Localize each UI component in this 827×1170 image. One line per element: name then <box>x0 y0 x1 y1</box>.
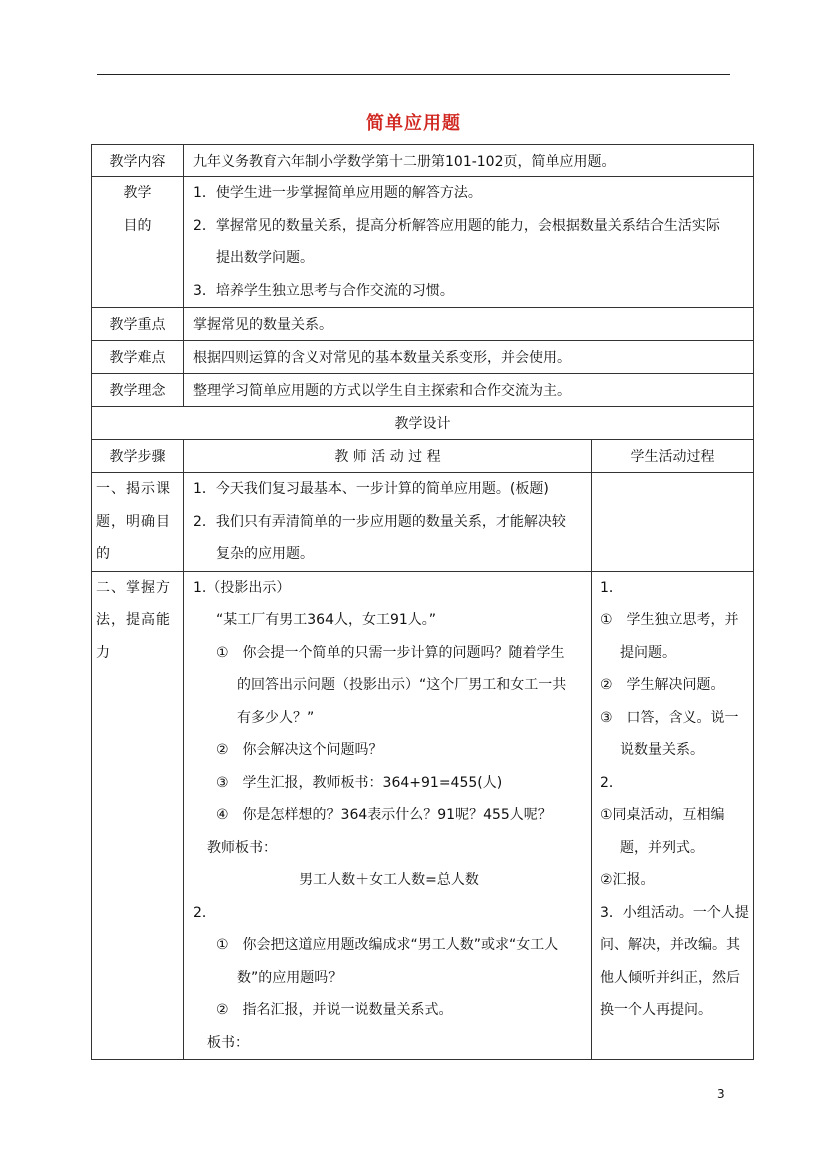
teacher-line: 1．今天我们复习最基本、一步计算的简单应用题。(板题) <box>193 481 549 497</box>
row-column-headers <box>92 440 754 473</box>
page-title: 简单应用题 <box>366 113 461 134</box>
student-line: 1． <box>600 579 623 596</box>
column-header-step: 教学步骤 <box>92 440 184 473</box>
page-number: 3 <box>717 1087 725 1101</box>
row-concept <box>92 374 754 407</box>
concept-label: 教学理念 <box>92 374 184 407</box>
step1-teacher <box>184 473 592 572</box>
teacher-line: 2． <box>193 904 216 921</box>
difficulty-value: 根据四则运算的含义对常见的基本数量关系变形，并会使用。 <box>184 341 754 374</box>
row-step1 <box>92 473 754 572</box>
teacher-line: 板书： <box>207 1034 249 1051</box>
student-line: 2． <box>600 774 623 791</box>
step2-line: 力 <box>96 644 111 661</box>
row-design-header <box>92 407 754 440</box>
student-line: ②汇报。 <box>600 872 655 888</box>
step2-teacher <box>184 571 592 1060</box>
student-line: 3．小组活动。一个人提 <box>600 904 749 921</box>
goal-item: 2．掌握常见的数量关系，提高分析解答应用题的能力，会根据数量关系结合生活实际 <box>193 217 720 234</box>
row-difficulty <box>92 341 754 374</box>
goals-list <box>184 177 754 308</box>
step1-line: 一、揭示课 <box>96 481 171 497</box>
goal-item: 3．培养学生独立思考与合作交流的习惯。 <box>193 282 454 299</box>
difficulty-label: 教学难点 <box>92 341 184 374</box>
step1-label <box>92 473 184 572</box>
goal-item: 1．使学生进一步掌握简单应用题的解答方法。 <box>193 185 482 201</box>
lesson-plan-table <box>91 144 754 1060</box>
step1-line: 的 <box>96 546 111 562</box>
row-step2 <box>92 571 754 1060</box>
goals-label-line2: 目的 <box>123 217 152 234</box>
key-point-label: 教学重点 <box>92 308 184 341</box>
teacher-line: 复杂的应用题。 <box>216 546 314 562</box>
goals-label-line1: 教学 <box>123 185 152 201</box>
key-point-value: 掌握常见的数量关系。 <box>184 308 754 341</box>
teacher-line: ① 你会提一个简单的只需一步计算的问题吗？随着学生 <box>216 644 565 661</box>
column-header-teacher: 教 师 活 动 过 程 <box>184 440 592 473</box>
design-header: 教学设计 <box>92 407 754 440</box>
student-line: 题，并列式。 <box>620 839 704 856</box>
student-line: ①同桌活动，互相编 <box>600 807 725 823</box>
student-line: 他人倾听并纠正，然后 <box>600 969 740 986</box>
step1-student <box>592 473 754 572</box>
step2-label <box>92 571 184 1060</box>
teacher-line: 有多少人？” <box>237 709 315 726</box>
goals-label <box>92 177 184 308</box>
column-header-student: 学生活动过程 <box>592 440 754 473</box>
step2-line: 二、掌握方 <box>96 579 171 596</box>
student-line: 提问题。 <box>620 644 676 661</box>
teacher-line: ① 你会把这道应用题改编成求“男工人数”或求“女工人 <box>216 937 559 953</box>
row-key-point <box>92 308 754 341</box>
step1-line: 题，明确目 <box>96 513 171 530</box>
header-rule <box>97 74 730 75</box>
teacher-line: ④ 你是怎样想的？364表示什么？91呢？455人呢？ <box>216 807 552 823</box>
teacher-line: 1.（投影出示） <box>193 579 291 596</box>
teacher-line: 数”的应用题吗？ <box>237 969 343 986</box>
concept-value: 整理学习简单应用题的方式以学生自主探索和合作交流为主。 <box>184 374 754 407</box>
board-formula: 男工人数＋女工人数=总人数 <box>299 872 479 888</box>
row-goals <box>92 177 754 308</box>
step2-student <box>592 571 754 1060</box>
teacher-line: 教师板书： <box>207 839 277 856</box>
content-value: 九年义务教育六年制小学数学第十二册第101-102页，简单应用题。 <box>184 145 754 177</box>
teacher-line: 的回答出示问题（投影出示）“这个厂男工和女工一共 <box>237 677 567 693</box>
content-label: 教学内容 <box>92 145 184 177</box>
student-line: ③ 口答，含义。说一 <box>600 709 739 726</box>
teacher-line: 2．我们只有弄清简单的一步应用题的数量关系，才能解决较 <box>193 513 566 530</box>
student-line: ② 学生解决问题。 <box>600 677 725 693</box>
student-line: ① 学生独立思考，并 <box>600 612 739 628</box>
student-line: 问、解决，并改编。其 <box>600 937 740 953</box>
step2-line: 法，提高能 <box>96 612 171 628</box>
teacher-line: “某工厂有男工364人，女工91人。” <box>216 612 437 628</box>
teacher-line: ③ 学生汇报，教师板书：364+91=455(人) <box>216 774 503 791</box>
goal-item: 提出数学问题。 <box>216 250 314 266</box>
student-line: 说数量关系。 <box>620 742 704 758</box>
row-content <box>92 145 754 177</box>
student-line: 换一个人再提问。 <box>600 1002 712 1018</box>
teacher-line: ② 你会解决这个问题吗？ <box>216 742 383 758</box>
teacher-line: ② 指名汇报，并说一说数量关系式。 <box>216 1002 453 1018</box>
